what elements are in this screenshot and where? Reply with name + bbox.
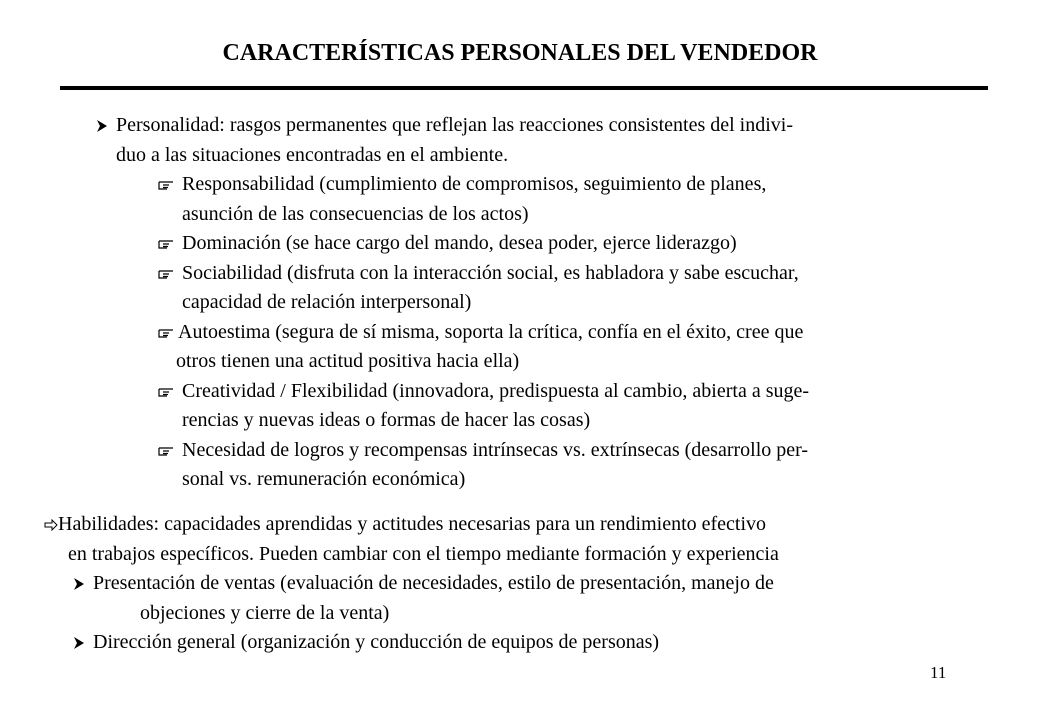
pointing-hand-icon [158, 229, 182, 259]
arrow-triangle-icon [73, 628, 93, 658]
page-number: 11 [930, 663, 947, 682]
presentacion-ventas-line-1: Presentación de ventas (evaluación de necesidades, estilo de presentación, manejo de [93, 572, 774, 594]
pointing-hand-icon [158, 377, 182, 407]
responsabilidad-line-2: asunción de las consecuencias de los actos) [182, 202, 529, 225]
arrow-triangle-icon [96, 111, 116, 141]
sociabilidad-line-1: Sociabilidad (disfruta con la interacción social, es habladora y sabe escuchar, [182, 261, 799, 284]
direccion-general-line-1: Dirección general (organización y conducción de equipos de personas) [93, 631, 660, 653]
direccion-general-item [73, 628, 659, 658]
presentacion-ventas-item [73, 569, 774, 599]
creatividad-line-2: rencias y nuevas ideas o formas de hacer las cosas) [182, 409, 591, 431]
hollow-arrow-icon [44, 510, 58, 540]
presentacion-ventas-line-2: objeciones y cierre de la venta) [140, 601, 390, 624]
autoestima-item [158, 318, 803, 348]
habilidades-line-2: en trabajos específicos. Pueden cambiar con el tiempo mediante formación y experiencia [68, 542, 779, 565]
page-title: CARACTERÍSTICAS PERSONALES DEL VENDEDOR [222, 40, 818, 66]
dominacion-item [158, 229, 737, 259]
habilidades-item [44, 510, 766, 540]
pointing-hand-icon [158, 259, 182, 289]
autoestima-line-2: otros tienen una actitud positiva hacia ella) [176, 350, 520, 372]
dominacion-line-1: Dominación (se hace cargo del mando, desea poder, ejerce liderazgo) [182, 232, 737, 254]
autoestima-line-1: Autoestima (segura de sí misma, soporta la crítica, confía en el éxito, cree que [178, 320, 804, 343]
necesidad-logros-line-1: Necesidad de logros y recompensas intrínsecas vs. extrínsecas (desarrollo per- [182, 438, 809, 461]
sociabilidad-line-2: capacidad de relación interpersonal) [182, 291, 472, 313]
responsabilidad-item [158, 170, 766, 200]
responsabilidad-line-1: Responsabilidad (cumplimiento de compromisos, seguimiento de planes, [182, 173, 767, 195]
pointing-hand-icon [158, 318, 178, 348]
necesidad-logros-item [158, 436, 808, 466]
necesidad-logros-line-2: sonal vs. remuneración económica) [182, 468, 466, 490]
title-underline [60, 86, 988, 90]
pointing-hand-icon [158, 170, 182, 200]
sociabilidad-item [158, 259, 799, 289]
creatividad-line-1: Creatividad / Flexibilidad (innovadora, predispuesta al cambio, abierta a suge- [182, 379, 810, 402]
habilidades-line-1: Habilidades: capacidades aprendidas y actitudes necesarias para un rendimiento efectivo [58, 513, 767, 535]
personalidad-item [96, 111, 793, 141]
personalidad-line-1: Personalidad: rasgos permanentes que reflejan las reacciones consistentes del indivi- [116, 114, 793, 136]
arrow-triangle-icon [73, 569, 93, 599]
personalidad-line-2: duo a las situaciones encontradas en el ambiente. [116, 143, 509, 166]
pointing-hand-icon [158, 436, 182, 466]
creatividad-item [158, 377, 809, 407]
